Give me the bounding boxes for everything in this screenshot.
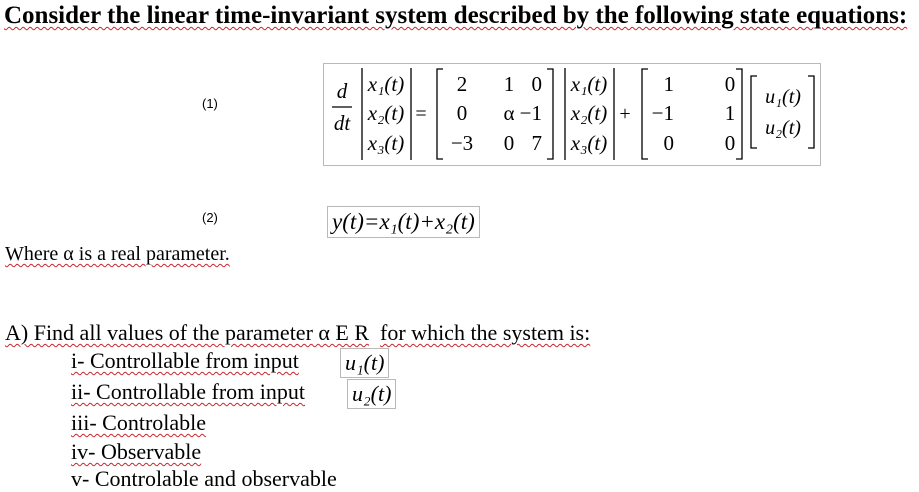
matrix-a-left-bracket [437, 69, 443, 159]
matrix-b-entry: 0 [724, 131, 736, 155]
equation-number-1: (1) [202, 96, 218, 111]
question-a: A) Find all values of the parameter α E R for which the system is: [5, 320, 591, 345]
parameter-note: Where α is a real parameter. [5, 243, 230, 265]
matrix-a-entry: 0 [503, 131, 515, 155]
input-u2-math: u₂(t) [347, 379, 396, 409]
matrix-a-entry: −3 [450, 131, 474, 155]
state-vector-entry: x₃(t) [570, 131, 608, 155]
state-vector-entry: x₂(t) [367, 101, 405, 125]
state-equation [323, 63, 821, 166]
matrix-a-entry: 1 [503, 72, 515, 96]
matrix-a-entry: 7 [531, 131, 542, 155]
matrix-b-entry: 1 [663, 72, 674, 96]
matrix-b-entry: 1 [724, 101, 736, 125]
matrix-a-entry: 0 [531, 72, 542, 96]
state-vector-entry: x₂(t) [570, 101, 608, 125]
problem-title: Consider the linear time-invariant system described by the following state equations: [4, 2, 908, 29]
matrix-b-left-bracket [642, 69, 648, 159]
state-vector-entry: x₁(t) [367, 72, 405, 96]
output-equation: y(t)=x₁(t)+x₂(t) [327, 206, 480, 238]
matrix-b-right-bracket [736, 69, 742, 159]
state-equation-math [324, 64, 820, 165]
state-vector-entry: x₃(t) [367, 131, 405, 155]
matrix-a-entry: 0 [456, 101, 468, 125]
state-vector-entry: x₁(t) [570, 72, 608, 96]
matrix-b-entry: 0 [724, 72, 736, 96]
equals-sign: = [415, 103, 427, 125]
input-u1-math: u₁(t) [340, 348, 389, 378]
list-item-iii: iii- Controlable [71, 410, 207, 435]
plus-sign: + [619, 103, 631, 125]
equation-number-2: (2) [202, 210, 218, 225]
matrix-a-entry: −1 [519, 101, 542, 125]
list-item-iv: iv- Observable [71, 439, 202, 464]
list-item-ii: ii- Controllable from input [71, 379, 306, 404]
list-item-v: v- Controlable and observable [71, 466, 337, 491]
matrix-a-right-bracket [547, 69, 553, 159]
matrix-a-entry: α [503, 101, 515, 125]
derivative-denominator: dt [333, 111, 351, 135]
matrix-b-entry: 0 [663, 131, 674, 155]
list-item-i: i- Controllable from input [71, 348, 299, 373]
matrix-b-entry: −1 [651, 101, 674, 125]
input-vector-left-bracket [751, 76, 757, 148]
derivative-numerator: d [336, 79, 348, 103]
input-vector-entry: u₁(t) [765, 86, 801, 108]
matrix-a-entry: 2 [456, 72, 468, 96]
input-vector-entry: u₂(t) [765, 117, 801, 139]
input-vector-right-bracket [808, 76, 814, 148]
